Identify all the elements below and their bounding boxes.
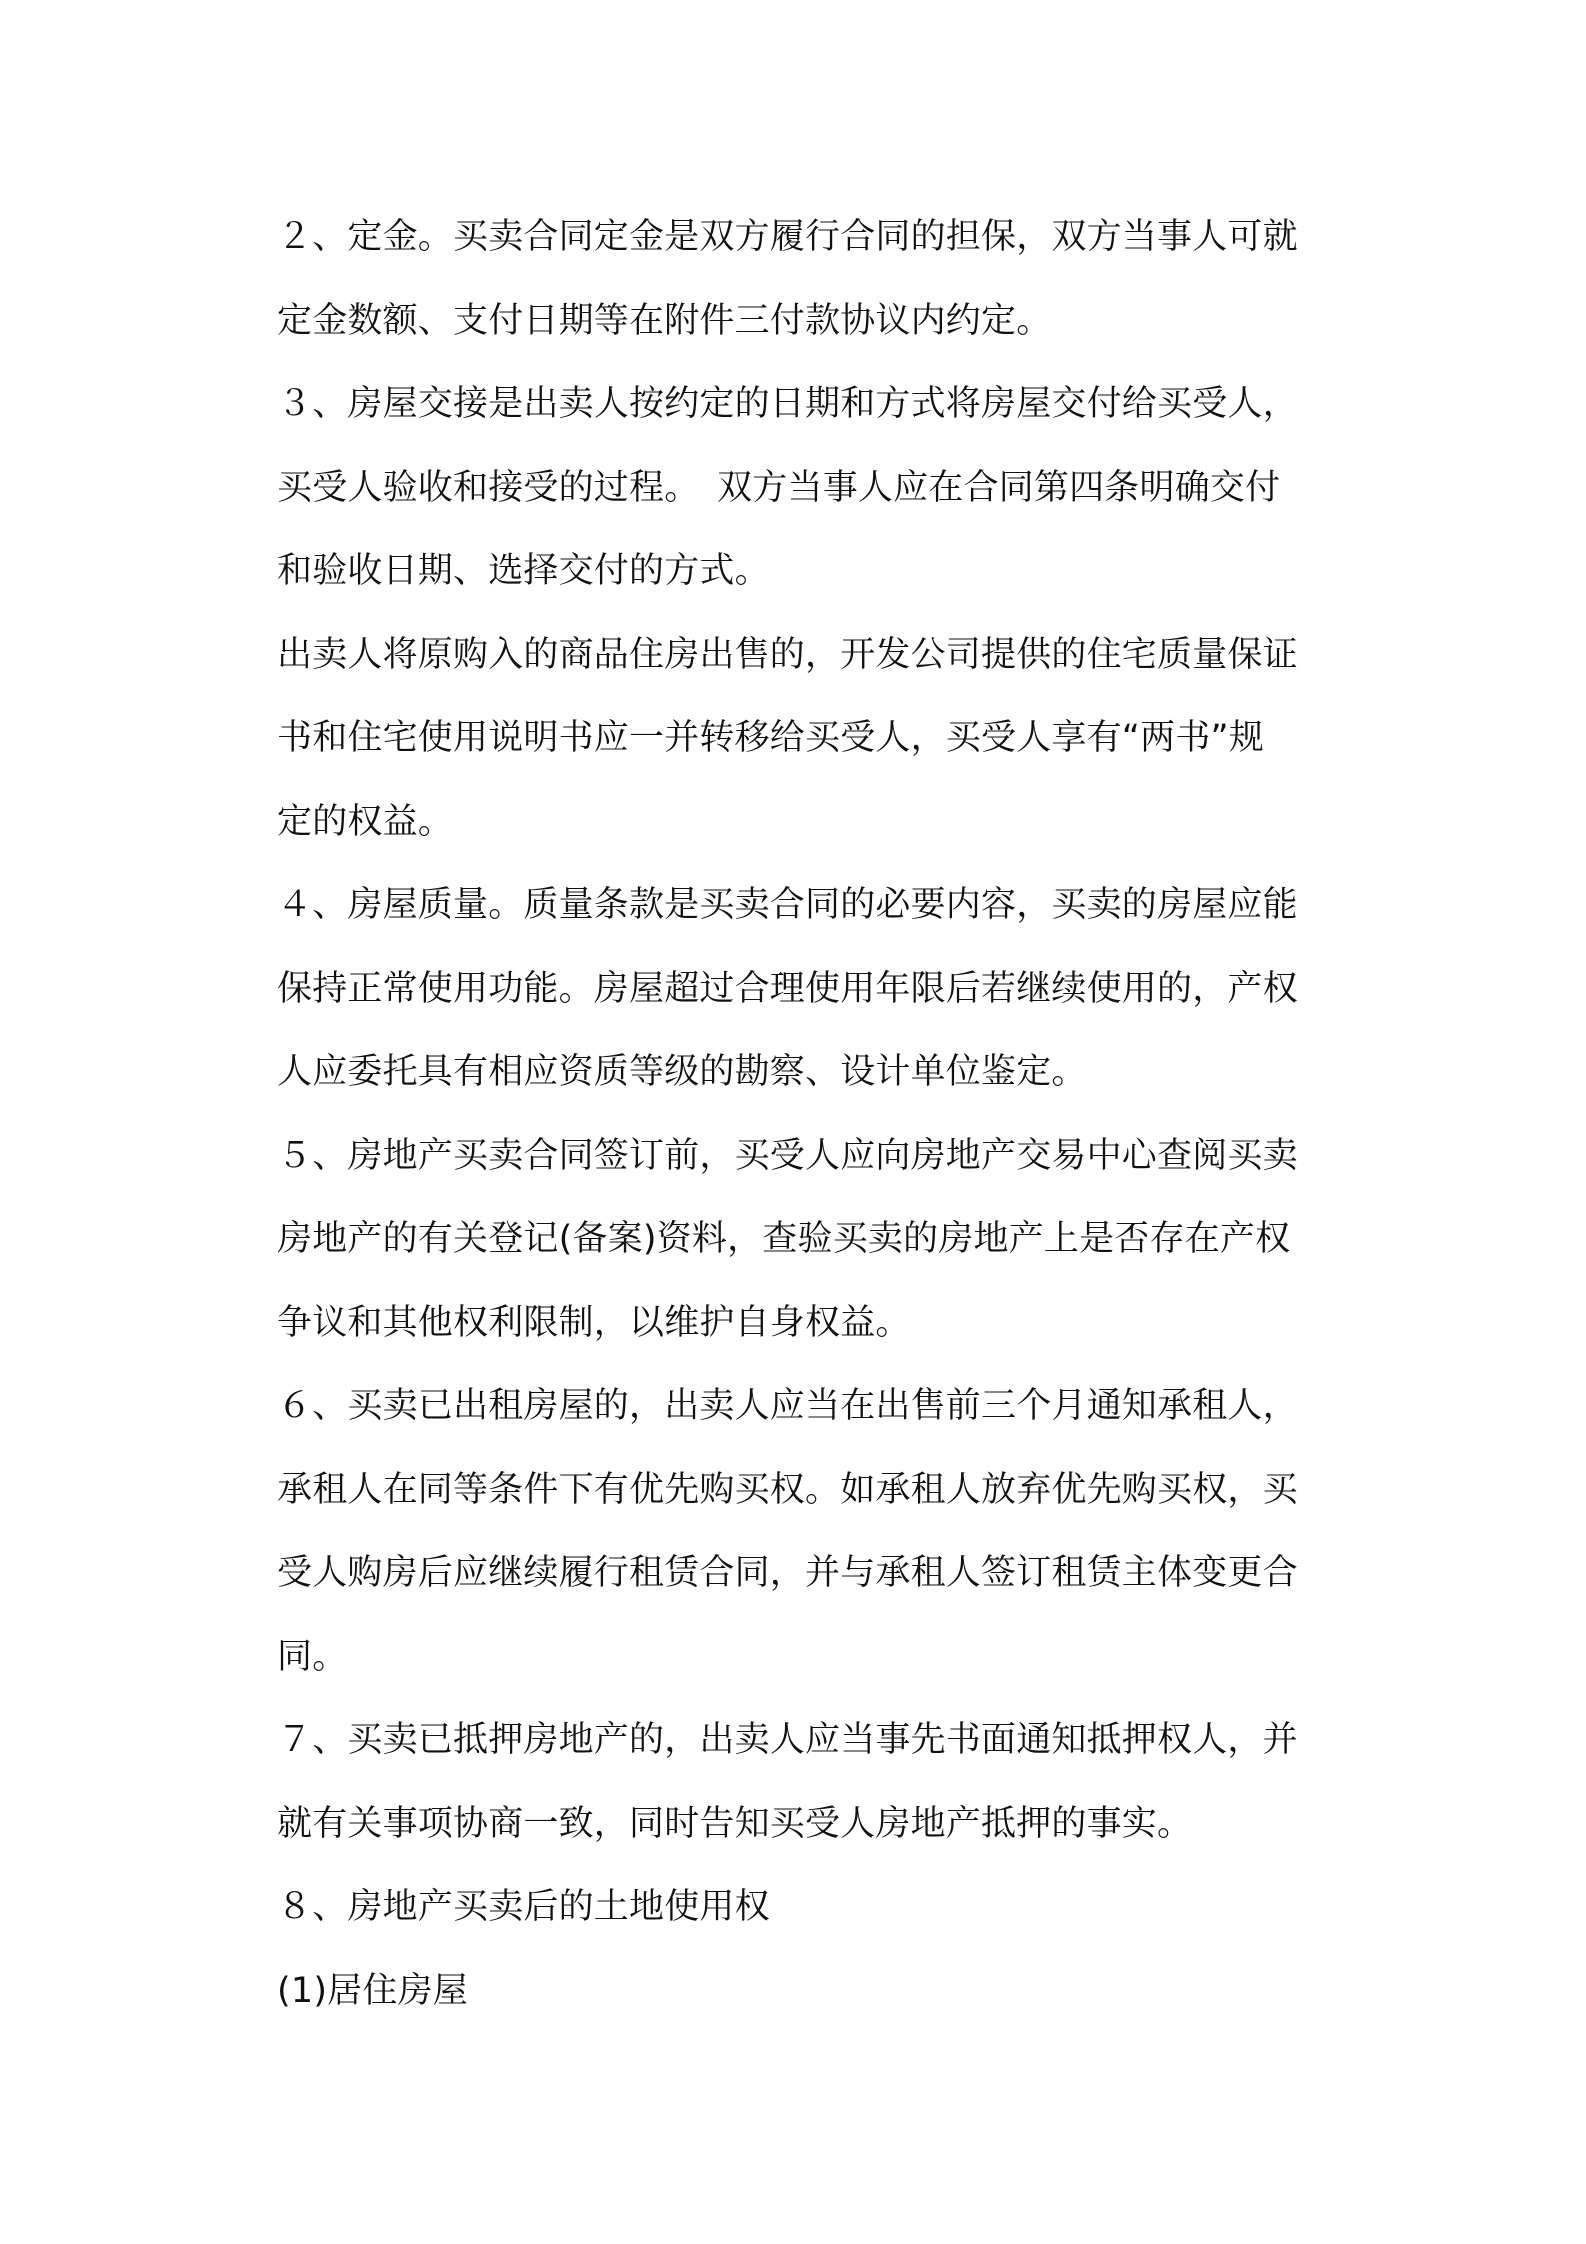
text-line: 就有关事项协商一致，同时告知买受人房地产抵押的事实。 <box>277 1803 1193 1844</box>
text-line: 书和住宅使用说明书应一并转移给买受人，买受人享有“两书”规 <box>277 718 1265 758</box>
text-line: 定的权益。 <box>277 801 454 842</box>
text-line: 和验收日期、选择交付的方式。 <box>277 551 770 591</box>
text-line: ４、房屋质量。质量条款是买卖合同的必要内容，买卖的房屋应能 <box>277 885 1298 925</box>
text-line: ３、房屋交接是出卖人按约定的日期和方式将房屋交付给买受人， <box>277 384 1298 424</box>
text-line: 保持正常使用功能。房屋超过合理使用年限后若继续使用的，产权 <box>277 968 1298 1009</box>
text-line: 人应委托具有相应资质等级的勘察、设计单位鉴定。 <box>277 1052 1087 1092</box>
text-line: 出卖人将原购入的商品住房出售的，开发公司提供的住宅质量保证 <box>277 634 1298 675</box>
text-line: 受人购房后应继续履行租赁合同，并与承租人签订租赁主体变更合 <box>277 1553 1298 1593</box>
text-line: ６、买卖已出租房屋的，出卖人应当在出售前三个月通知承租人， <box>277 1386 1298 1426</box>
text-line: 定金数额、支付日期等在附件三付款协议内约定。 <box>277 300 1052 341</box>
text-line: 争议和其他权利限制，以维护自身权益。 <box>277 1302 911 1343</box>
text-line: 同。 <box>277 1636 348 1677</box>
text-line: ８、房地产买卖后的土地使用权 <box>277 1887 770 1927</box>
text-line: ７、买卖已抵押房地产的，出卖人应当事先书面通知抵押权人，并 <box>277 1720 1298 1760</box>
text-line: 承租人在同等条件下有优先购买权。如承租人放弃优先购买权，买 <box>277 1469 1298 1510</box>
text-line: 买受人验收和接受的过程。 双方当事人应在合同第四条明确交付 <box>277 467 1281 508</box>
text-line: ２、定金。买卖合同定金是双方履行合同的担保，双方当事人可就 <box>277 217 1298 257</box>
text-line: ５、房地产买卖合同签订前，买受人应向房地产交易中心查阅买卖 <box>277 1135 1298 1176</box>
text-line: (1)居住房屋 <box>277 1970 468 2011</box>
text-line: 房地产的有关登记(备案)资料，查验买卖的房地产上是否存在产权 <box>277 1219 1291 1259</box>
document-body <box>277 196 1357 2033</box>
